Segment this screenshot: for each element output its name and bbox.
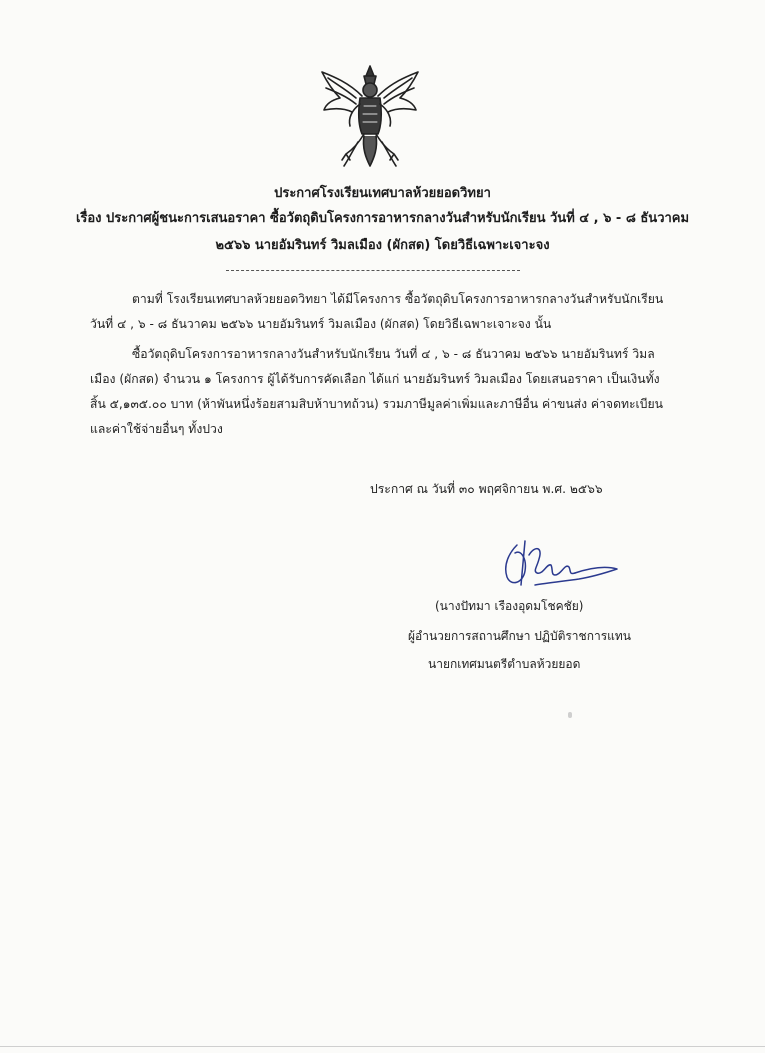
scan-edge — [0, 1046, 765, 1047]
signatory-name: (นางปัทมา เรืองอุดมโชคชัย) — [435, 599, 584, 613]
signatory-acting-for: นายกเทศมนตรีตำบลห้วยยอด — [428, 657, 581, 671]
signatory-position: ผู้อำนวยการสถานศึกษา ปฏิบัติราชการแทน — [408, 629, 631, 643]
divider — [226, 270, 520, 271]
body-line-3: ซื้อวัตถุดิบโครงการอาหารกลางวันสำหรับนักเรียน วันที่ ๔ , ๖ - ๘ ธันวาคม ๒๕๖๖ นายอัมรินทร์ วิมล — [132, 347, 655, 361]
announce-date: ประกาศ ณ วันที่ ๓๐ พฤศจิกายน พ.ศ. ๒๕๖๖ — [370, 482, 603, 496]
body-line-1: ตามที่ โรงเรียนเทศบาลห้วยยอดวิทยา ได้มีโครงการ ซื้อวัตถุดิบโครงการอาหารกลางวันสำหรับนักเรียน — [132, 292, 664, 306]
announcement-title: ประกาศโรงเรียนเทศบาลห้วยยอดวิทยา — [274, 186, 491, 201]
announcement-subject-line2: ๒๕๖๖ นายอัมรินทร์ วิมลเมือง (ผักสด) โดยวิธีเฉพาะเจาะจง — [215, 238, 550, 253]
announcement-subject-line1: เรื่อง ประกาศผู้ชนะการเสนอราคา ซื้อวัตถุดิบโครงการอาหารกลางวันสำหรับนักเรียน วันที่ ๔ , ๖ - ๘ ธันวาคม — [75, 211, 690, 226]
body-line-4: เมือง (ผักสด) จำนวน ๑ โครงการ ผู้ได้รับการคัดเลือก ได้แก่ นายอัมรินทร์ วิมลเมือง โดยเสนอราคา เป็นเงินทั้ง — [90, 372, 660, 386]
garuda-emblem-icon — [318, 62, 422, 170]
scan-speck — [568, 712, 572, 718]
signature-icon — [495, 535, 623, 593]
body-line-6: และค่าใช้จ่ายอื่นๆ ทั้งปวง — [90, 422, 223, 436]
body-line-2: วันที่ ๔ , ๖ - ๘ ธันวาคม ๒๕๖๖ นายอัมรินทร์ วิมลเมือง (ผักสด) โดยวิธีเฉพาะเจาะจง นั้น — [90, 317, 552, 331]
body-line-5: สิ้น ๕,๑๓๕.๐๐ บาท (ห้าพันหนึ่งร้อยสามสิบห้าบาทถ้วน) รวมภาษีมูลค่าเพิ่มและภาษีอื่น ค่าขนส่ง ค่าจดทะเบียน — [90, 397, 663, 411]
